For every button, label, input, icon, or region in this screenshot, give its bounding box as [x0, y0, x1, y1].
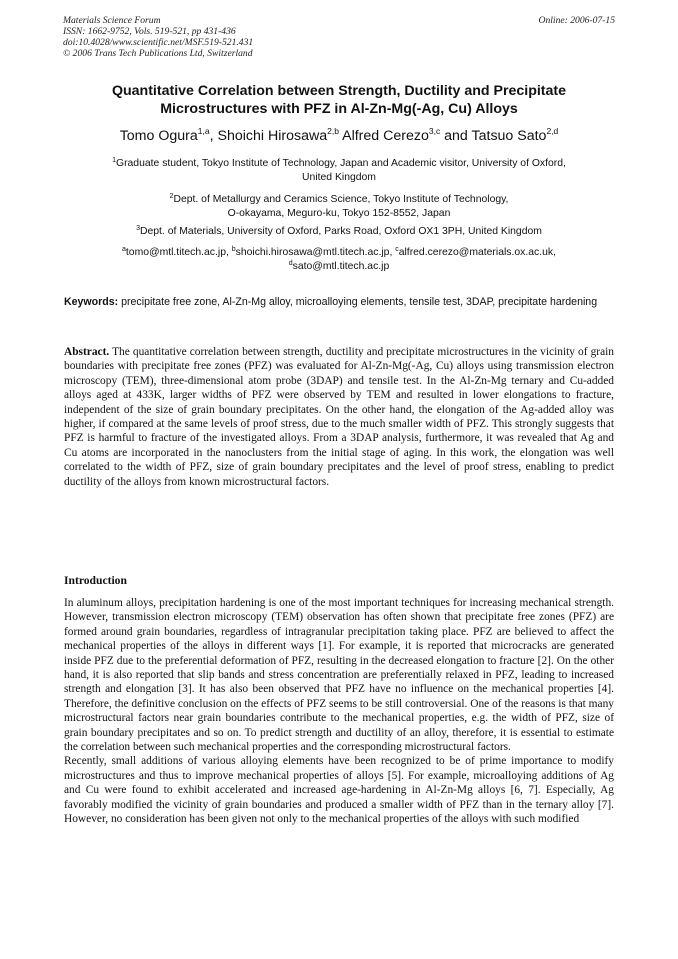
affiliation-3	[60, 225, 618, 239]
affiliation-1	[60, 157, 618, 184]
abstract-label: Abstract.	[64, 346, 110, 358]
affiliation-2	[60, 193, 618, 220]
affiliation-text: Dept. of Metallurgy and Ceramics Science, Tokyo Institute of Technology,	[173, 194, 509, 205]
email-address: alfred.cerezo@materials.ox.ac.uk,	[398, 247, 556, 258]
paragraph: Recently, small additions of various alloying elements have been recognized to be of prime importance to modify microstructures and thus to improve mechanical properties of alloys [5]. For example, microalloying additions of Ag and Cu were found to exhibit accelerated and increased age-hardening in Al-Zn-Mg alloys [6, 7]. Especially, Ag favorably modified the vicinity of grain boundaries and produced a smaller width of PFZ than in the ternary alloy [7]. However, no consideration has been given not only to the mechanical properties of the alloys with such modified	[64, 755, 614, 826]
email-marker: d	[288, 259, 293, 267]
email-address: shoichi.hirosawa@mtl.titech.ac.jp,	[235, 247, 396, 258]
email-marker: b	[231, 246, 236, 253]
author-emails	[60, 246, 618, 273]
online-date: Online: 2006-07-15	[538, 15, 615, 26]
author-name: Shoichi Hirosawa	[217, 128, 328, 144]
author-separator: ,	[209, 128, 218, 144]
author-list	[40, 127, 638, 145]
affiliation-text: Dept. of Materials, University of Oxford, Parks Road, Oxford OX1 3PH, United Kingdom	[139, 226, 542, 237]
author-separator: and	[440, 128, 472, 144]
email-marker: a	[122, 246, 126, 253]
issn-line: ISSN: 1662-9752, Vols. 519-521, pp 431-436	[63, 26, 236, 37]
keywords-block	[64, 296, 614, 310]
affiliation-marker: 2	[169, 193, 174, 200]
author-name: Alfred Cerezo	[342, 128, 429, 144]
abstract-text: The quantitative correlation between strength, ductility and precipitate microstructures in the vicinity of grain boundaries with precipitate free zones (PFZ) was evaluated for Al-Zn-Mg(-Ag, Cu) alloys using transmission electron microscopy (TEM), three-dimensional atom probe (3DAP) and tensile test. In the Al-Zn-Mg ternary and Cu-added alloys aged at 433K, larger widths of PFZ were observed by TEM and resulted in lower elongations to fracture, independent of the size of grain boundary precipitates. On the other hand, the elongation of the Ag-added alloy was higher, if compared at the same levels of proof stress, due to the much smaller width of PFZ. This strongly suggests that PFZ is harmful to fracture of the investigated alloys. From a 3DAP analysis, furthermore, it was revealed that Ag and Cu atoms are incorporated in the nanoclusters from the initial stage of aging. In this work, the elongation was well correlated to the width of PFZ, size of grain boundary precipitates and the level of proof stress, enabling to predict ductility of the alloys from known microstructural factors.	[64, 346, 614, 488]
author-affiliation-marker: 2,b	[327, 126, 339, 136]
affiliation-text: Graduate student, Tokyo Institute of Technology, Japan and Academic visitor, University of Oxford,	[115, 158, 566, 169]
title-line-1: Quantitative Correlation between Strength, Ductility and Precipitate	[111, 83, 567, 99]
running-header	[63, 15, 615, 59]
email-marker: c	[395, 246, 399, 253]
author-name: Tomo Ogura	[119, 128, 198, 144]
affiliation-text: United Kingdom	[302, 171, 376, 183]
author-affiliation-marker: 2,d	[546, 126, 559, 136]
email-address: sato@mtl.titech.ac.jp	[292, 260, 390, 272]
paragraph: In aluminum alloys, precipitation hardening is one of the most important techniques for increasing mechanical strength. However, transmission electron microscopy (TEM) observation has often shown that precipitate free zones (PFZ) are formed around grain boundaries, regardless of intragranular precipitation taking place. PFZ are believed to affect the mechanical properties of the alloys in different ways [1]. For example, it is reported that microcracks are generated inside PFZ due to the preferential deformation of PFZ, resulting in the decreased elongation to fracture [2]. On the other hand, it is also reported that slip bands and stress concentration are preferentially relaxed in PFZ, leading to increased strength and elongation [3]. It has also been observed that PFZ have no influence on the mechanical properties [4]. Therefore, the definitive conclusion on the effects of PFZ seems to be still controversial. One of the reasons is that many microstructural factors near grain boundaries contribute to the mechanical properties, e.g. the width of PFZ, size of grain boundary precipitates and so on. To predict strength and ductility of an alloy, therefore, it is essential to estimate the correlation between such mechanical properties and the corresponding microstructural factors.	[64, 597, 614, 754]
introduction-body	[64, 596, 614, 827]
affiliation-text: O-okayama, Meguro-ku, Tokyo 152-8552, Japan	[227, 207, 451, 219]
abstract-block	[64, 345, 614, 489]
keywords-label: Keywords:	[64, 296, 119, 308]
publication-info	[63, 15, 615, 59]
email-address: tomo@mtl.titech.ac.jp,	[125, 247, 232, 258]
doi-line: doi:10.4028/www.scientific.net/MSF.519-521.431	[63, 37, 254, 48]
author-name: Tatsuo Sato	[471, 128, 547, 144]
keywords-text: precipitate free zone, Al-Zn-Mg alloy, microalloying elements, tensile test, 3DAP, precipitate hardening	[118, 296, 598, 308]
affiliation-marker: 1	[112, 157, 116, 164]
author-affiliation-marker: 1,a	[197, 126, 210, 136]
paper-title	[70, 82, 608, 118]
affiliation-marker: 3	[136, 225, 140, 232]
copyright-line: © 2006 Trans Tech Publications Ltd, Switzerland	[63, 48, 253, 59]
author-affiliation-marker: 3,c	[428, 126, 441, 136]
journal-name: Materials Science Forum	[63, 15, 161, 26]
section-heading-introduction: Introduction	[64, 574, 127, 587]
title-line-2: Microstructures with PFZ in Al-Zn-Mg(-Ag, Cu) Alloys	[160, 101, 518, 117]
